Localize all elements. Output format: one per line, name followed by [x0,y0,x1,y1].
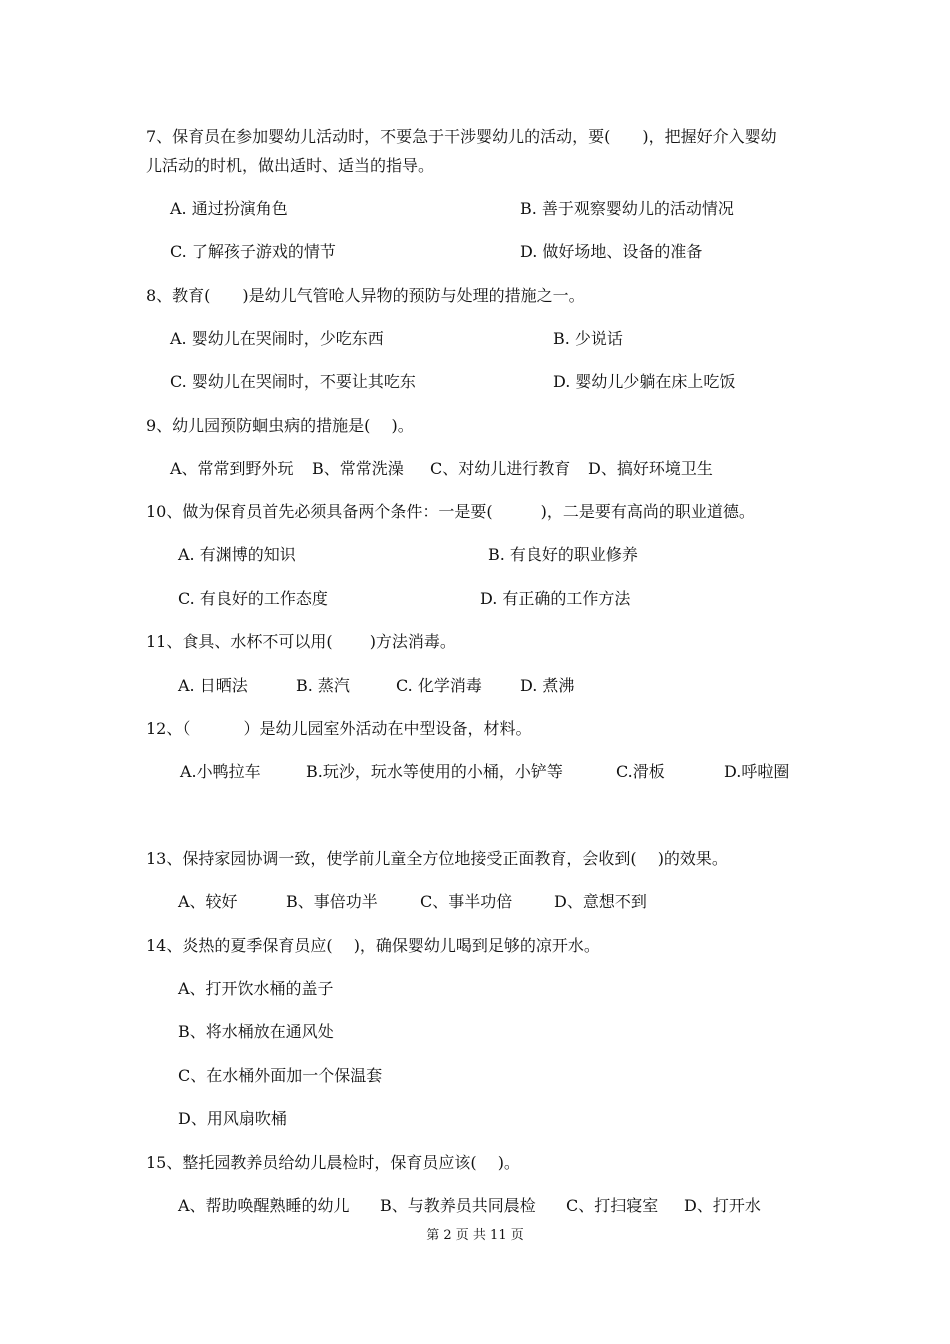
question-15-option-b: B、与教养员共同晨检 [380,1196,536,1215]
question-14-option-a: A、打开饮水桶的盖子 [178,979,334,998]
question-12-option-d: D.呼啦圈 [724,762,790,781]
question-11-option-a: A. 日晒法 [178,676,248,695]
question-7-option-b: B. 善于观察婴幼儿的活动情况 [520,199,734,218]
question-11-option-c: C. 化学消毒 [396,676,482,695]
question-15-option-a: A、帮助唤醒熟睡的幼儿 [178,1196,350,1215]
question-15-option-d: D、打开水 [684,1196,761,1215]
question-7-option-a: A. 通过扮演角色 [170,199,288,218]
question-12-option-c: C.滑板 [616,762,665,781]
question-8-option-c: C. 婴幼儿在哭闹时，不要让其吃东 [170,372,416,391]
question-12-option-a: A.小鸭拉车 [180,762,261,781]
question-14-option-b: B、将水桶放在通风处 [178,1022,334,1041]
question-11-option-d: D. 煮沸 [520,676,575,695]
question-9-option-b: B、常常洗澡 [312,459,404,478]
question-12-line-1: 12、（ ）是幼儿园室外活动在中型设备，材料。 [146,719,532,738]
question-13-option-a: A、较好 [178,892,238,911]
question-10-option-b: B. 有良好的职业修养 [488,545,638,564]
question-15-option-c: C、打扫寝室 [566,1196,659,1215]
question-12-option-b: B.玩沙，玩水等使用的小桶，小铲等 [306,762,563,781]
question-15-line-1: 15、整托园教养员给幼儿晨检时，保育员应该( )。 [146,1153,520,1172]
question-10-option-d: D. 有正确的工作方法 [480,589,631,608]
question-11-line-1: 11、食具、水杯不可以用( )方法消毒。 [146,632,456,651]
question-14-line-1: 14、炎热的夏季保育员应( )，确保婴幼儿喝到足够的凉开水。 [146,936,600,955]
question-10-line-1: 10、做为保育员首先必须具备两个条件：一是要( )，二是要有高尚的职业道德。 [146,502,755,521]
question-8-line-1: 8、教育( )是幼儿气管呛人异物的预防与处理的措施之一。 [146,286,585,305]
question-8-option-d: D. 婴幼儿少躺在床上吃饭 [553,372,736,391]
question-9-line-1: 9、幼儿园预防蛔虫病的措施是( )。 [146,416,414,435]
question-11-option-b: B. 蒸汽 [296,676,350,695]
page-number-footer: 第 2 页 共 11 页 [426,1228,524,1243]
question-13-option-c: C、事半功倍 [420,892,513,911]
question-9-option-c: C、对幼儿进行教育 [430,459,571,478]
question-14-option-c: C、在水桶外面加一个保温套 [178,1066,383,1085]
question-10-option-a: A. 有渊博的知识 [178,545,296,564]
question-7-line-1: 7、保育员在参加婴幼儿活动时，不要急于干涉婴幼儿的活动，要( )，把握好介入婴幼 [146,127,777,146]
question-9-option-a: A、常常到野外玩 [170,459,294,478]
question-13-option-d: D、意想不到 [554,892,647,911]
question-7-line-2: 儿活动的时机，做出适时、适当的指导。 [146,156,435,175]
question-10-option-c: C. 有良好的工作态度 [178,589,328,608]
question-7-option-c: C. 了解孩子游戏的情节 [170,242,336,261]
question-7-option-d: D. 做好场地、设备的准备 [520,242,703,261]
question-13-option-b: B、事倍功半 [286,892,378,911]
question-8-option-a: A. 婴幼儿在哭闹时，少吃东西 [170,329,384,348]
question-14-option-d: D、用风扇吹桶 [178,1109,287,1128]
question-13-line-1: 13、保持家园协调一致，使学前儿童全方位地接受正面教育，会收到( )的效果。 [146,849,728,868]
question-9-option-d: D、搞好环境卫生 [588,459,713,478]
question-8-option-b: B. 少说话 [553,329,623,348]
